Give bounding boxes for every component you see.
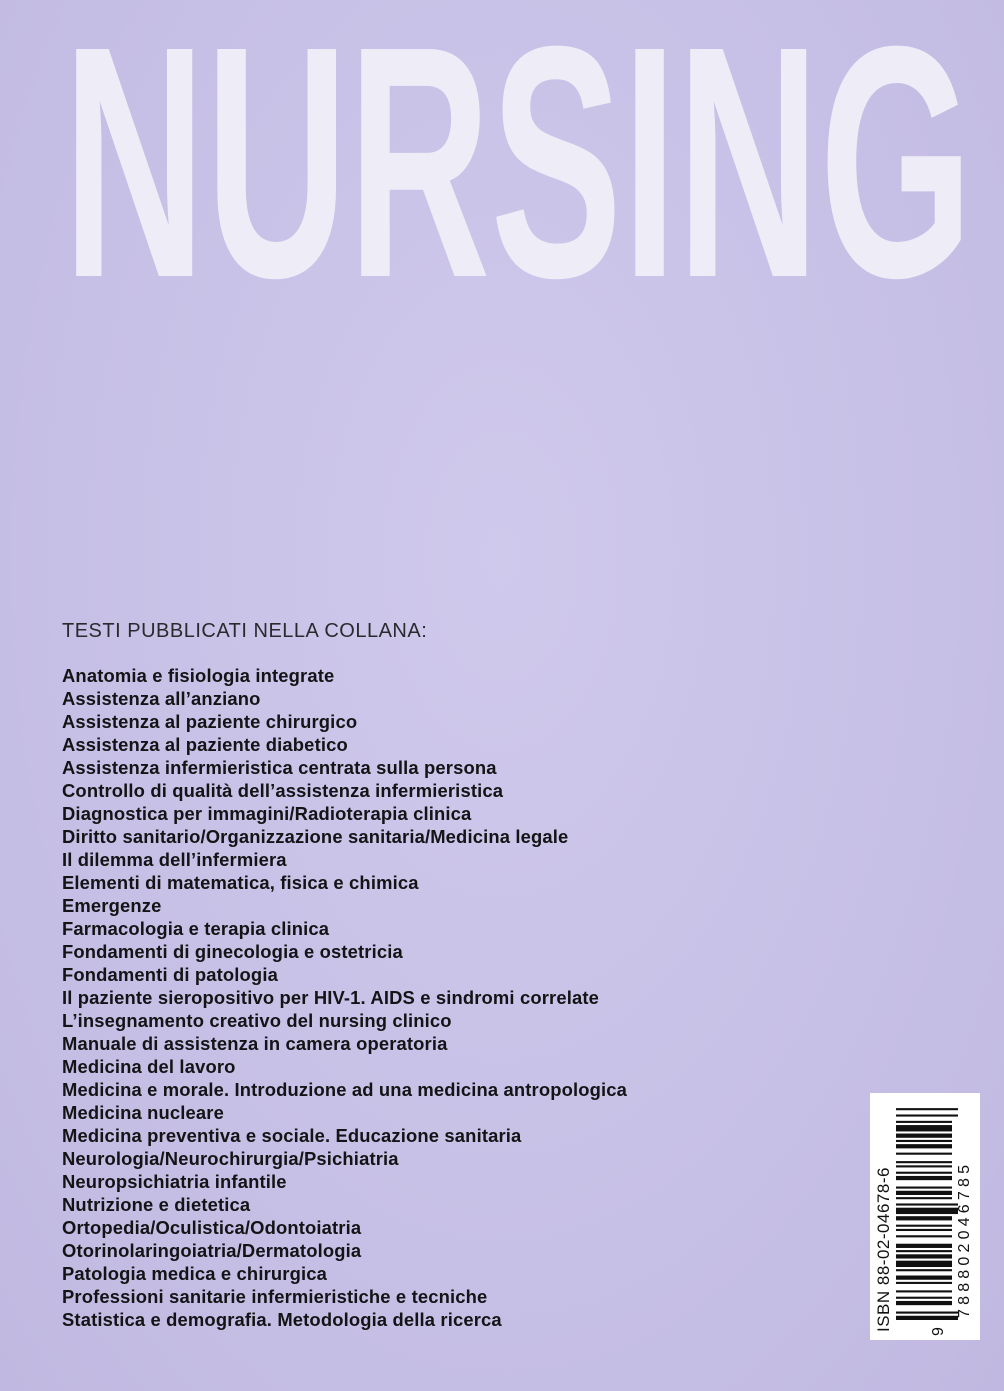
series-title-item: Fondamenti di patologia	[62, 964, 278, 985]
barcode-bar	[896, 1114, 958, 1116]
series-title-text: NURSING	[63, 0, 974, 346]
barcode-bar	[896, 1165, 952, 1167]
series-title-item: Controllo di qualità dell’assistenza infermieristica	[62, 780, 504, 801]
series-title-item: Medicina preventiva e sociale. Educazione sanitaria	[62, 1125, 522, 1146]
series-title-item: Medicina e morale. Introduzione ad una medicina antropologica	[62, 1079, 628, 1100]
series-list-heading: TESTI PUBBLICATI NELLA COLLANA:	[62, 620, 428, 642]
series-title-item: Manuale di assistenza in camera operatoria	[62, 1033, 448, 1054]
isbn-barcode	[870, 1093, 980, 1340]
barcode-bar	[896, 1134, 952, 1138]
series-title-item: Ortopedia/Oculistica/Odontoiatria	[62, 1217, 362, 1238]
barcode-bar	[896, 1125, 952, 1131]
barcode-bar	[896, 1216, 952, 1220]
barcode-digits: 788802046785	[956, 1160, 973, 1318]
barcode-bar	[896, 1254, 952, 1258]
series-title-item: Neurologia/Neurochirurgia/Psichiatria	[62, 1148, 399, 1169]
barcode-bar	[896, 1316, 958, 1320]
barcode-bar	[896, 1191, 952, 1195]
series-title-item: Il dilemma dell’infermiera	[62, 849, 287, 870]
series-title-item: Assistenza all’anziano	[62, 688, 261, 709]
barcode-bar	[896, 1203, 958, 1205]
series-title-item: Farmacologia e terapia clinica	[62, 918, 330, 939]
barcode-bar	[896, 1121, 952, 1123]
series-title-item: Otorinolaringoiatria/Dermatologia	[62, 1240, 362, 1261]
barcode-bar	[896, 1250, 952, 1252]
series-title-item: Medicina nucleare	[62, 1102, 224, 1123]
series-title-item: Nutrizione e dietetica	[62, 1194, 251, 1215]
barcode-bar	[896, 1140, 952, 1142]
barcode-first-digit: 9	[930, 1327, 947, 1336]
isbn-label: ISBN 88-02-04678-6	[874, 1167, 893, 1332]
barcode-bar	[896, 1261, 952, 1267]
barcode-bar	[896, 1235, 952, 1237]
barcode-bar	[896, 1244, 952, 1248]
barcode-bar	[896, 1297, 952, 1299]
series-title-item: Diritto sanitario/Organizzazione sanitaria/Medicina legale	[62, 826, 569, 847]
series-title-item: Neuropsichiatria infantile	[62, 1171, 287, 1192]
barcode-bar	[896, 1290, 952, 1292]
series-title-item: Diagnostica per immagini/Radioterapia clinica	[62, 803, 472, 824]
barcode-bar	[896, 1172, 952, 1174]
barcode-bar	[896, 1144, 952, 1148]
barcode-bar	[896, 1301, 952, 1305]
series-title-item: Professioni sanitarie infermieristiche e tecniche	[62, 1286, 488, 1307]
barcode-bar	[896, 1282, 952, 1284]
series-title-item: L’insegnamento creativo del nursing clinico	[62, 1010, 452, 1031]
series-title-item: Statistica e demografia. Metodologia della ricerca	[62, 1309, 502, 1330]
barcode-bar	[896, 1269, 952, 1271]
series-title-item: Assistenza al paziente diabetico	[62, 734, 348, 755]
series-title	[58, 0, 978, 346]
series-title-item: Patologia medica e chirurgica	[62, 1263, 327, 1284]
series-title-item: Assistenza infermieristica centrata sulla persona	[62, 757, 497, 778]
barcode-bar	[896, 1208, 958, 1214]
series-title-item: Il paziente sieropositivo per HIV-1. AIDS e sindromi correlate	[62, 987, 599, 1008]
barcode-bar	[896, 1176, 952, 1180]
barcode-bar	[896, 1108, 958, 1110]
barcode-bar	[896, 1197, 952, 1199]
barcode-bar	[896, 1161, 952, 1163]
series-title-item: Medicina del lavoro	[62, 1056, 236, 1077]
series-title-list	[62, 664, 627, 1331]
barcode-bar	[896, 1276, 952, 1280]
barcode-bar	[896, 1312, 958, 1314]
barcode-bar	[896, 1187, 952, 1189]
barcode-bar	[896, 1225, 952, 1227]
series-title-item: Anatomia e fisiologia integrate	[62, 665, 335, 686]
barcode-bar	[896, 1153, 952, 1155]
series-title-item: Assistenza al paziente chirurgico	[62, 711, 358, 732]
series-title-item: Emergenze	[62, 895, 162, 916]
series-title-item: Elementi di matematica, fisica e chimica	[62, 872, 419, 893]
series-title-item: Fondamenti di ginecologia e ostetricia	[62, 941, 403, 962]
barcode-rotated-block	[870, 1093, 980, 1340]
barcode-bars	[896, 1106, 958, 1320]
barcode-bar	[896, 1229, 952, 1231]
